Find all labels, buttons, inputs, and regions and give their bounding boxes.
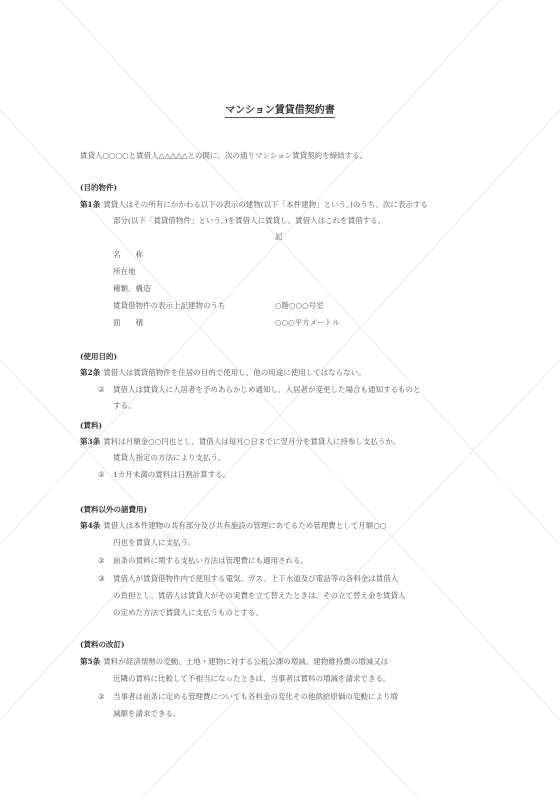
- article-number-4: 第4条: [80, 521, 101, 530]
- article-5-item-2-cont: 減額を請求できる。: [113, 709, 181, 718]
- article-4-line-1: 第4条 賃借人は本件建物の共有部分及び共有施設の管理にあてるため管理費として月額○○: [80, 521, 387, 530]
- article-3-line-2: 賃貸人指定の方法により支払う。: [113, 453, 226, 462]
- field-value-unit: ○階○○○号室: [275, 301, 324, 310]
- field-label-area: 面 積: [113, 318, 143, 327]
- article-2-item-2: ② 賃借人は賃貸人に入居者を予めあらかじめ通知し、入居者が変更した場合も通知するものと: [98, 385, 421, 394]
- section-heading-1: (目的物件): [80, 183, 118, 192]
- article-4-line-2: 円也を賃貸人に支払う。: [113, 538, 196, 547]
- article-4-item-2: ② 前条の賃料に関する支払い方法は管理費にも適用される。: [98, 556, 308, 565]
- article-4-item-3: ③ 賃借人が賃貸借物件内で使用する電気、ガス、上下水道及び電話等の各料金は賃借人: [98, 574, 399, 583]
- article-5-line-2: 近隣の賃料に比較して不相当になったときは、当事者は賃料の増減を請求できる。: [113, 674, 391, 683]
- document-title: マンション賃貸借契約書: [225, 105, 335, 116]
- article-number-5: 第5条: [80, 657, 101, 666]
- section-heading-5: (賃料の改訂): [80, 640, 125, 649]
- article-3-item-2: ② 1カ月未満の賃料は日割計算する。: [98, 470, 231, 479]
- field-label-address: 所在地: [113, 267, 136, 276]
- field-value-area: ○○○平方メートル: [275, 318, 340, 327]
- section-heading-3: (賃料): [80, 421, 103, 430]
- article-3-line-1: 第3条 賃料は月額金○○円也とし、賃借人は毎月○日までに翌月分を賃貸人に持参し支払うか、: [80, 437, 401, 446]
- article-number-1: 第1条: [80, 200, 101, 209]
- article-4-item-3-cont-1: の負担とし、賃借人は賃貸人がその実費を立て替えたときは、その立て替え金を賃貸人: [113, 591, 406, 600]
- field-label-structure: 種類、構造: [113, 284, 151, 293]
- article-2-item-2-cont: する。: [113, 401, 136, 410]
- article-5-item-2: ② 当事者は前条に定める管理費についても各料金の変化その他供給原価の変動により増: [98, 692, 398, 701]
- article-5-line-1: 第5条 賃料が経済情勢の変動、土地・建物に対する公租公課の増減、建物維持費の増減又は: [80, 657, 389, 666]
- field-label-unit: 賃貸借物件の表示上記建物のうち: [113, 301, 226, 310]
- section-heading-4: (賃料以外の諸費用): [80, 505, 148, 514]
- article-1-line-1: 第1条 賃貸人はその所有にかかわる以下の表示の建物(以下「本件建物」という。)のうち、次に表示する: [80, 200, 428, 209]
- ki-label: 記: [275, 232, 283, 241]
- field-label-name: 名 称: [113, 250, 143, 259]
- article-1-line-2: 部分(以下「賃貸借物件」という。)を賃借人に賃貸し、賃借人はこれを賃借する。: [113, 216, 386, 225]
- section-heading-2: (使用目的): [80, 352, 118, 361]
- article-number-3: 第3条: [80, 437, 101, 446]
- article-4-item-3-cont-2: の定めた方法で賃貸人に支払うものとする。: [113, 608, 263, 617]
- intro-text: 賃貸人○○○○と賃借人△△△△△との間に、次の通りマンション賃貸契約を締結する。: [80, 151, 368, 160]
- article-number-2: 第2条: [80, 368, 101, 377]
- article-2-line-1: 第2条 賃借人は賃貸借物件を住居の目的で使用し、他の用途に使用してはならない。: [80, 368, 366, 377]
